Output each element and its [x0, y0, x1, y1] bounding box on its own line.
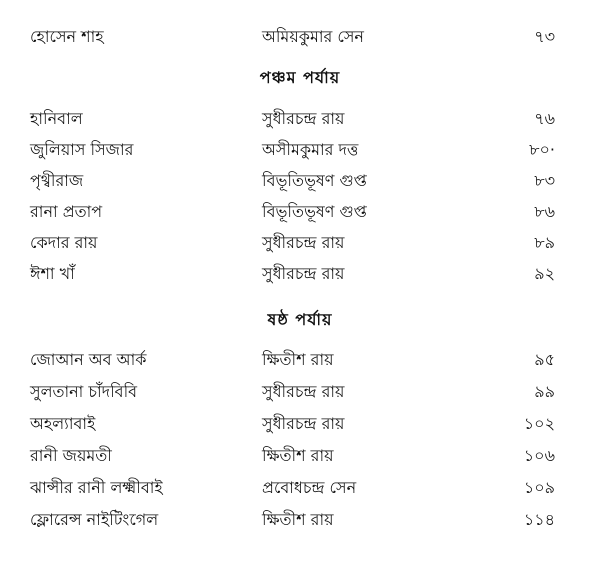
toc-entry	[0, 377, 600, 407]
toc-entry	[0, 22, 600, 52]
toc-entry	[0, 197, 600, 227]
entry-author: সুধীরচন্দ্র রায়	[262, 414, 345, 433]
entry-page-number: ৯২	[534, 264, 555, 283]
entry-author: প্রবোধচন্দ্র সেন	[262, 478, 357, 497]
entry-title: সুলতানা চাঁদবিবি	[30, 382, 138, 401]
toc-entry	[0, 228, 600, 258]
entry-title: জুলিয়াস সিজার	[30, 140, 134, 159]
entry-page-number: ৮৩	[534, 171, 555, 190]
entry-title: রানা প্রতাপ	[30, 202, 103, 221]
entry-author: ক্ষিতীশ রায়	[262, 446, 334, 465]
entry-page-number: ১০৯	[523, 478, 555, 497]
entry-title: ঈশা খাঁ	[30, 264, 75, 283]
entry-page-number: ৯৯	[534, 382, 555, 401]
toc-entry	[0, 135, 600, 165]
entry-author: সুধীরচন্দ্র রায়	[262, 233, 345, 252]
toc-entry	[0, 259, 600, 289]
section-heading: ষষ্ঠ পর্যায়	[267, 310, 333, 329]
entry-author: অমিয়কুমার সেন	[262, 27, 364, 46]
entry-title: জোআন অব আর্ক	[30, 350, 147, 369]
entry-page-number: ৭৬	[534, 109, 555, 128]
entry-title: ঝান্সীর রানী লক্ষ্মীবাই	[30, 478, 163, 497]
entry-author: ক্ষিতীশ রায়	[262, 350, 334, 369]
toc-entry	[0, 345, 600, 375]
entry-page-number: ৮০·	[529, 140, 555, 159]
toc-entry	[0, 441, 600, 471]
entry-author: সুধীরচন্দ্র রায়	[262, 264, 345, 283]
entry-author: সুধীরচন্দ্র রায়	[262, 382, 345, 401]
entry-page-number: ৮৯	[534, 233, 555, 252]
toc-entry	[0, 505, 600, 535]
entry-page-number: ৯৫	[534, 350, 555, 369]
entry-title: ফ্লোরেন্স নাইটিংগেল	[30, 510, 159, 529]
entry-author: বিভূতিভূষণ গুপ্ত	[262, 202, 367, 221]
entry-author: সুধীরচন্দ্র রায়	[262, 109, 345, 128]
entry-title: কেদার রায়	[30, 233, 98, 252]
entry-title: পৃথ্বীরাজ	[30, 171, 84, 190]
entry-author: বিভূতিভূষণ গুপ্ত	[262, 171, 367, 190]
entry-page-number: ১০২	[523, 414, 555, 433]
entry-title: হানিবাল	[30, 109, 83, 128]
entry-page-number: ৮৬	[534, 202, 555, 221]
section-heading: পঞ্চম পর্যায়	[259, 68, 341, 87]
entry-page-number: ৭৩	[534, 27, 555, 46]
toc-entry	[0, 409, 600, 439]
toc-entry	[0, 104, 600, 134]
entry-page-number: ১১৪	[523, 510, 555, 529]
entry-title: হোসেন শাহ	[30, 27, 104, 46]
entry-title: রানী জয়মতী	[30, 446, 112, 465]
entry-author: ক্ষিতীশ রায়	[262, 510, 334, 529]
entry-page-number: ১০৬	[523, 446, 555, 465]
toc-entry	[0, 166, 600, 196]
toc-entry	[0, 473, 600, 503]
entry-title: অহল্যাবাই	[30, 414, 96, 433]
entry-author: অসীমকুমার দত্ত	[262, 140, 359, 159]
